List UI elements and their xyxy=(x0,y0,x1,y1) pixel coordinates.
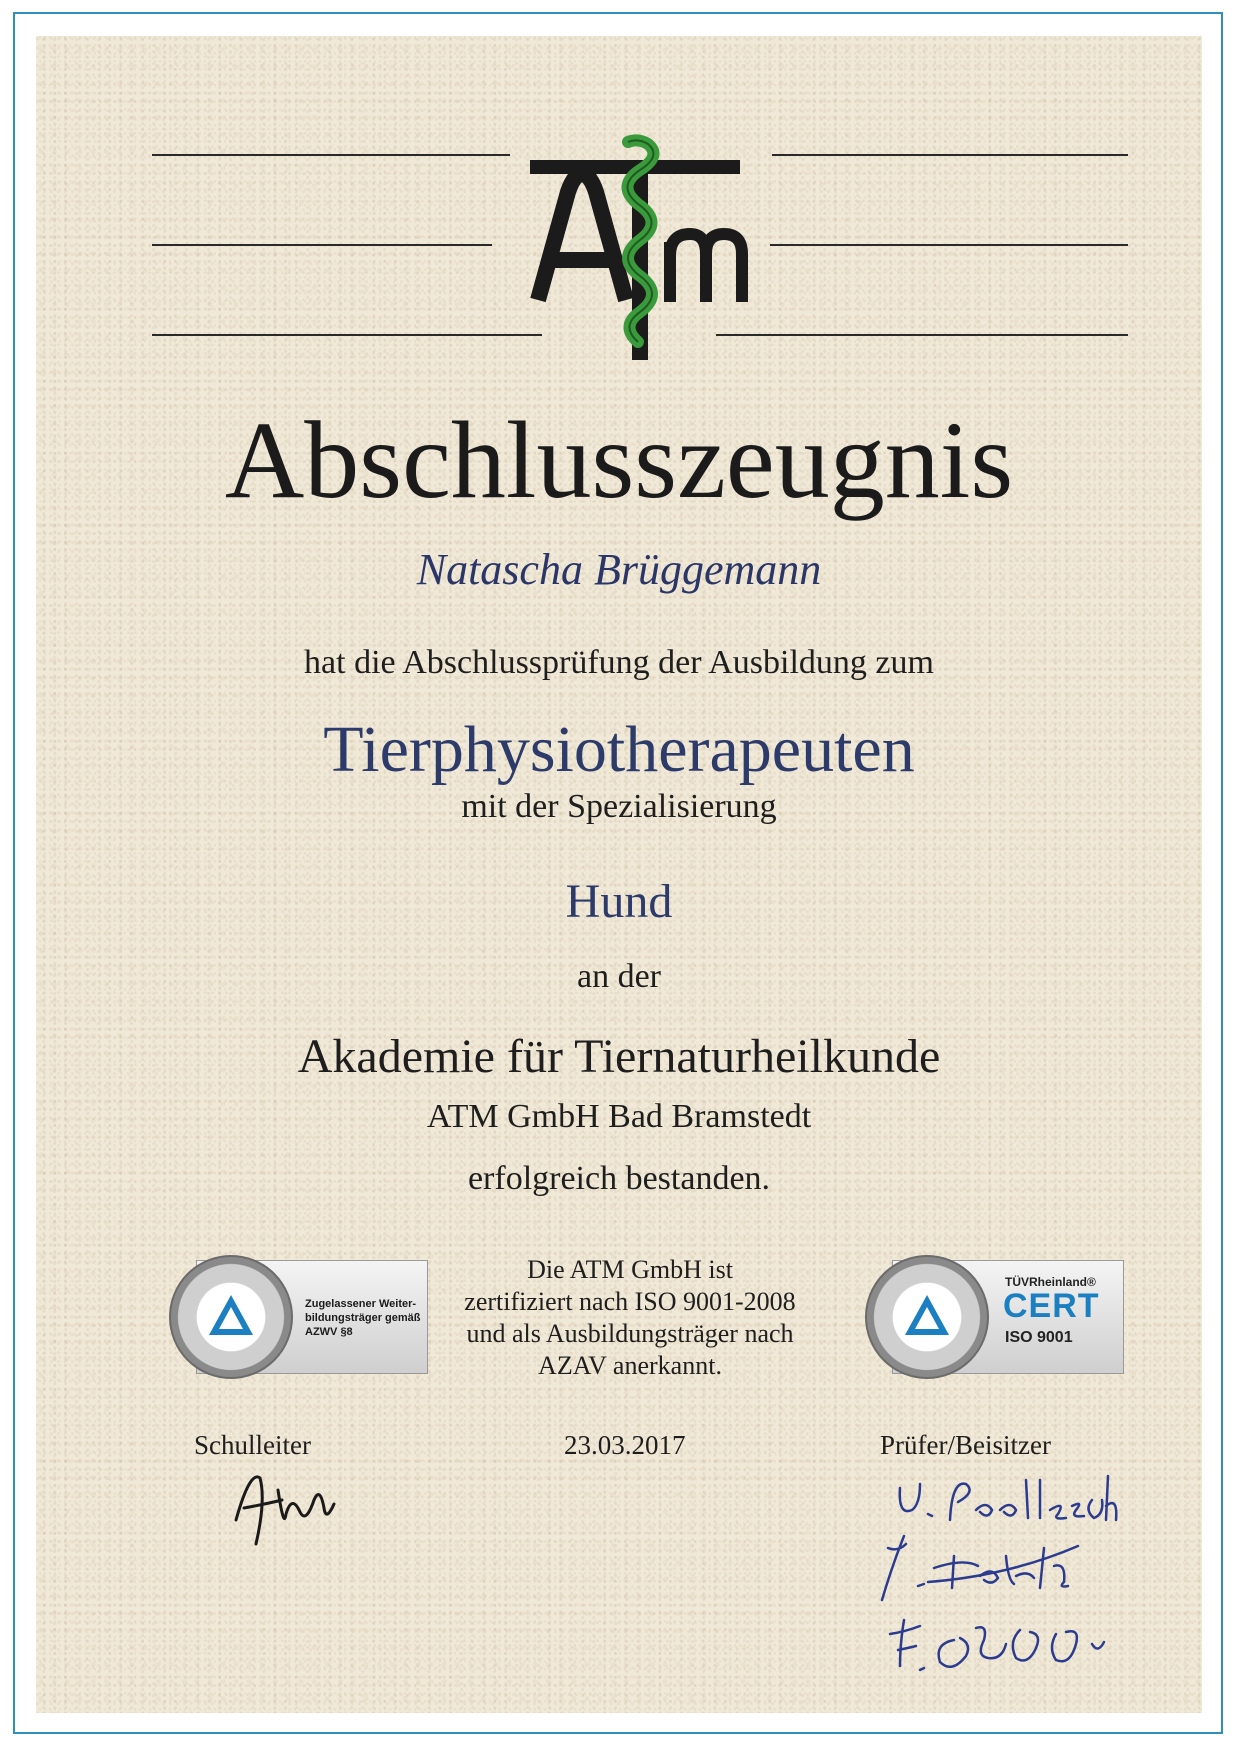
seal-left-text: Zugelassener Weiter- bildungsträger gemäß AZWV §8 xyxy=(305,1298,421,1338)
issue-date: 23.03.2017 xyxy=(564,1430,686,1460)
atm-logo xyxy=(520,130,760,370)
seal-iso: ISO 9001 xyxy=(1005,1329,1073,1346)
rule-mid-left xyxy=(152,244,492,246)
specialization-intro: mit der Spezialisierung xyxy=(461,788,777,825)
seal-cert: CERT xyxy=(1003,1287,1100,1325)
institution-intro: an der xyxy=(576,958,661,995)
examiner-signature-3 xyxy=(880,1604,1120,1684)
principal-signature xyxy=(226,1460,346,1550)
exam-statement: hat die Abschlussprüfung der Ausbildung zum xyxy=(304,644,934,681)
rule-top-left xyxy=(152,154,510,156)
rule-bottom-left xyxy=(152,334,542,336)
seal-brand: TÜVRheinland® xyxy=(1005,1275,1096,1289)
profession: Tierphysiotherapeuten xyxy=(323,713,915,786)
academy-name: Akademie für Tiernaturheilkunde xyxy=(297,1030,941,1083)
tuv-seal-iso9001 xyxy=(892,1260,1124,1374)
rule-bottom-right xyxy=(716,334,1128,336)
passed-statement: erfolgreich bestanden. xyxy=(467,1160,771,1197)
certificate-title: Abschlusszeugnis xyxy=(224,399,1014,521)
tuv-seal-ring-icon xyxy=(169,1255,293,1379)
principal-label: Schulleiter xyxy=(194,1430,311,1460)
rule-top-right xyxy=(772,154,1128,156)
certification-note: Die ATM GmbH ist zertifiziert nach ISO 9001-2008 und als Ausbildungsträger nach AZAV anerkannt. xyxy=(464,1255,796,1380)
specialization: Hund xyxy=(565,875,673,928)
examiner-label: Prüfer/Beisitzer xyxy=(880,1430,1051,1460)
tuv-cert-ring-icon xyxy=(865,1255,989,1379)
rule-mid-right xyxy=(770,244,1128,246)
examiner-signature-2 xyxy=(868,1526,1088,1606)
tuv-seal-azwv xyxy=(196,1260,428,1374)
company-name: ATM GmbH Bad Bramstedt xyxy=(426,1098,812,1135)
recipient-name: Natascha Brüggemann xyxy=(416,545,822,594)
